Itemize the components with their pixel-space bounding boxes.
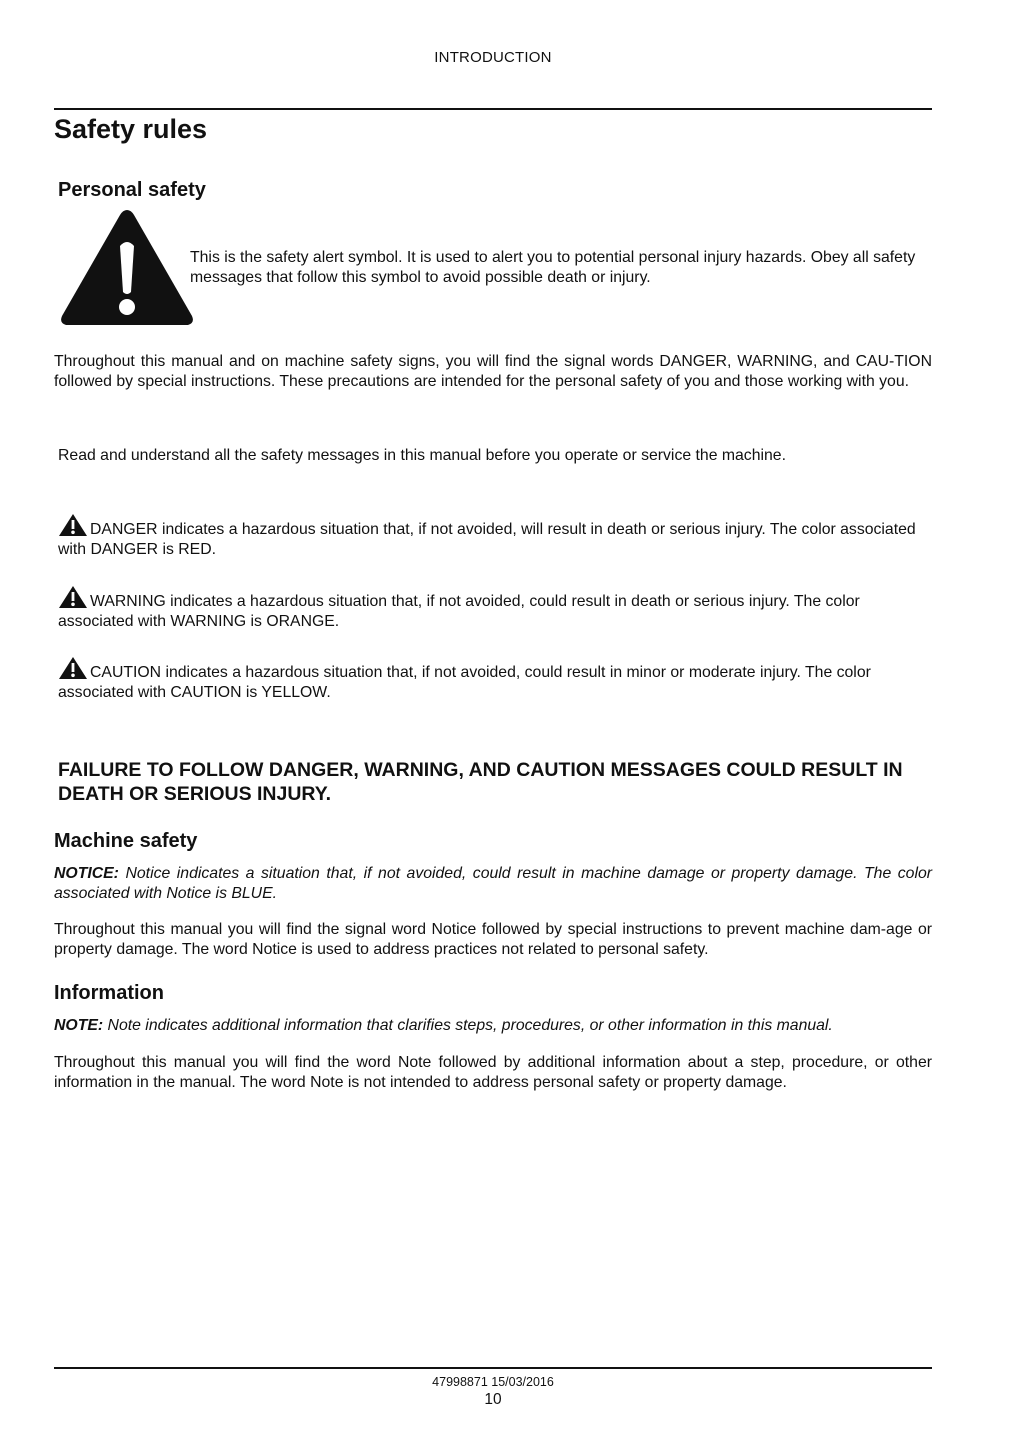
note-body-paragraph: Throughout this manual you will find the word Note followed by additional information about a step, procedure, or other information in the manual. The word Note is not intended to address personal safety or property damage. [54,1054,932,1091]
read-understand-paragraph: Read and understand all the safety messages in this manual before you operate or service the machine. [58,447,786,464]
warning-text: WARNING indicates a hazardous situation that, if not avoided, could result in death or serious injury. The color associated with WARNING is ORANGE. [58,593,860,630]
danger-alert-icon [58,513,88,537]
personal-safety-heading: Personal safety [58,179,206,201]
information-heading: Information [54,982,164,1004]
notice-paragraph [54,864,932,904]
machine-safety-heading: Machine safety [54,830,198,852]
document-reference: 47998871 15/03/2016 [432,1375,554,1389]
alert-symbol-description: This is the safety alert symbol. It is used to alert you to potential personal injury hazards. Obey all safety messages that follow this symbol to avoid possible death or injury. [190,249,916,286]
note-text: Note indicates additional information that clarifies steps, procedures, or other information in this manual. [107,1017,833,1034]
danger-text: DANGER indicates a hazardous situation that, if not avoided, will result in death or serious injury. The color associated with DANGER is RED. [58,521,916,558]
failure-warning-banner: FAILURE TO FOLLOW DANGER, WARNING, AND CAUTION MESSAGES COULD RESULT IN DEATH OR SERIOUS INJURY. [58,759,903,805]
warning-alert-icon [58,585,88,609]
signal-words-paragraph: Throughout this manual and on machine safety signs, you will find the signal words DANGER, WARNING, and CAU-TION followed by special instructions. These precautions are intended for the personal safety of you and those working with you. [54,353,932,390]
footer-rule [54,1367,932,1369]
safety-alert-triangle-icon [58,206,196,328]
notice-text: Notice indicates a situation that, if not avoided, could result in machine damage or property damage. The color associated with Notice is BLUE. [54,865,932,902]
caution-signal-item [58,656,930,703]
danger-signal-item [58,513,930,560]
page-title: Safety rules [54,114,208,144]
notice-body-paragraph: Throughout this manual you will find the signal word Notice followed by special instructions to prevent machine dam-age or property damage. The word Notice is used to address practices not related to personal safety. [54,921,932,958]
caution-alert-icon [58,656,88,680]
notice-label: NOTICE: [54,865,119,882]
caution-text: CAUTION indicates a hazardous situation that, if not avoided, could result in minor or moderate injury. The color associated with CAUTION is YELLOW. [58,664,871,701]
note-label: NOTE: [54,1017,104,1034]
warning-signal-item [58,585,930,632]
page-number: 10 [484,1391,502,1408]
header-rule [54,108,932,110]
running-header: INTRODUCTION [434,49,552,66]
note-paragraph [54,1016,932,1036]
